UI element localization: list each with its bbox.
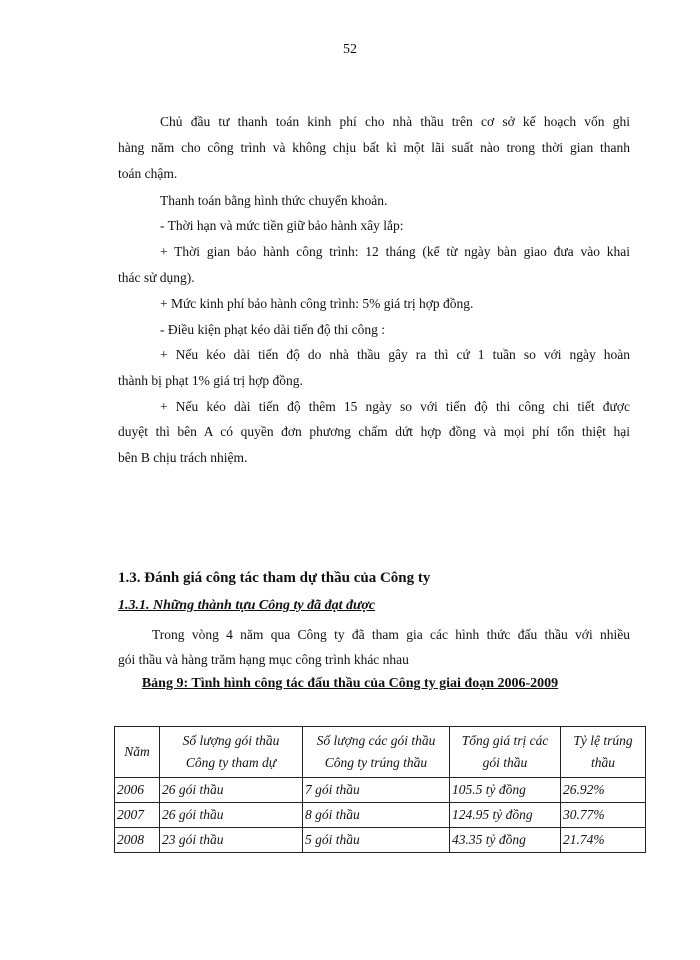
cell-total-value: 124.95 tỷ đồng bbox=[450, 803, 561, 828]
paragraph-transfer: Thanh toán bằng hình thức chuyển khoản. bbox=[160, 193, 388, 208]
text-line: bên B chịu trách nhiệm. bbox=[118, 450, 248, 465]
cell-participated: 26 gói thầu bbox=[160, 778, 303, 803]
text-line: toán chậm. bbox=[118, 166, 178, 181]
header-text: Công ty tham dự bbox=[185, 755, 277, 770]
header-win-rate bbox=[561, 727, 646, 778]
text-line: duyệt thì bên A có quyền đơn phương chấm dứt hợp đồng và mọi phí tổn thiệt hại bbox=[118, 424, 630, 439]
cell-won: 7 gói thầu bbox=[303, 778, 450, 803]
table-row bbox=[115, 778, 646, 803]
paragraph-penalty-terms: - Điều kiện phạt kéo dài tiến độ thi công : bbox=[160, 322, 385, 337]
table-header-row bbox=[115, 727, 646, 778]
table-row bbox=[115, 828, 646, 853]
header-text: thầu bbox=[590, 755, 615, 770]
cell-total-value: 43.35 tỷ đồng bbox=[450, 828, 561, 853]
text-line: + Nếu kéo dài tiến độ do nhà thầu gây ra thì cứ 1 tuần so với ngày hoàn bbox=[160, 347, 630, 362]
text-line: + Thời gian bảo hành công trình: 12 tháng (kể từ ngày bàn giao đưa vào khai bbox=[160, 244, 630, 259]
header-text: Công ty trúng thầu bbox=[324, 755, 428, 770]
header-total-value bbox=[450, 727, 561, 778]
bidding-table bbox=[114, 726, 646, 853]
header-won bbox=[303, 727, 450, 778]
header-year bbox=[115, 727, 160, 778]
text-line: Chủ đầu tư thanh toán kinh phí cho nhà thầu trên cơ sở kế hoạch vốn ghi bbox=[160, 114, 630, 129]
text-line: + Nếu kéo dài tiến độ thêm 15 ngày so với tiến độ thi công chi tiết được bbox=[160, 399, 630, 414]
text-line: thành bị phạt 1% giá trị hợp đồng. bbox=[118, 373, 303, 388]
header-text: gói thầu bbox=[482, 755, 528, 770]
page-number: 52 bbox=[343, 42, 357, 57]
cell-won: 8 gói thầu bbox=[303, 803, 450, 828]
cell-year: 2008 bbox=[115, 828, 160, 853]
subsection-heading: 1.3.1. Những thành tựu Công ty đã đạt được bbox=[118, 598, 376, 613]
text-line: gói thầu và hàng trăm hạng mục công trình khác nhau bbox=[118, 652, 409, 667]
header-text: Tổng giá trị các bbox=[461, 733, 549, 748]
header-text: Số lượng các gói thầu bbox=[316, 733, 436, 748]
cell-win-rate: 26.92% bbox=[561, 778, 646, 803]
paragraph-warranty-terms: - Thời hạn và mức tiền giữ bảo hành xây lắp: bbox=[160, 218, 404, 233]
paragraph-warranty-fee: + Mức kinh phí bảo hành công trình: 5% giá trị hợp đồng. bbox=[160, 296, 474, 311]
cell-total-value: 105.5 tỷ đồng bbox=[450, 778, 561, 803]
header-text: Số lượng gói thầu bbox=[182, 733, 280, 748]
cell-year: 2007 bbox=[115, 803, 160, 828]
table-caption: Bảng 9: Tình hình công tác đấu thầu của Công ty giai đoạn 2006-2009 bbox=[141, 676, 559, 691]
header-text: Tỷ lệ trúng bbox=[573, 733, 633, 748]
header-text: Năm bbox=[124, 744, 150, 759]
cell-participated: 26 gói thầu bbox=[160, 803, 303, 828]
text-line: hàng năm cho công trình và không chịu bất kì một lãi suất nào trong thời gian thanh bbox=[118, 140, 630, 155]
cell-won: 5 gói thầu bbox=[303, 828, 450, 853]
section-heading: 1.3. Đánh giá công tác tham dự thầu của Công ty bbox=[118, 570, 431, 586]
text-line: thác sử dụng). bbox=[118, 270, 195, 285]
header-participated bbox=[160, 727, 303, 778]
cell-win-rate: 30.77% bbox=[561, 803, 646, 828]
text-line: Trong vòng 4 năm qua Công ty đã tham gia các hình thức đấu thầu với nhiều bbox=[152, 627, 630, 642]
cell-year: 2006 bbox=[115, 778, 160, 803]
cell-participated: 23 gói thầu bbox=[160, 828, 303, 853]
cell-win-rate: 21.74% bbox=[561, 828, 646, 853]
table-row bbox=[115, 803, 646, 828]
